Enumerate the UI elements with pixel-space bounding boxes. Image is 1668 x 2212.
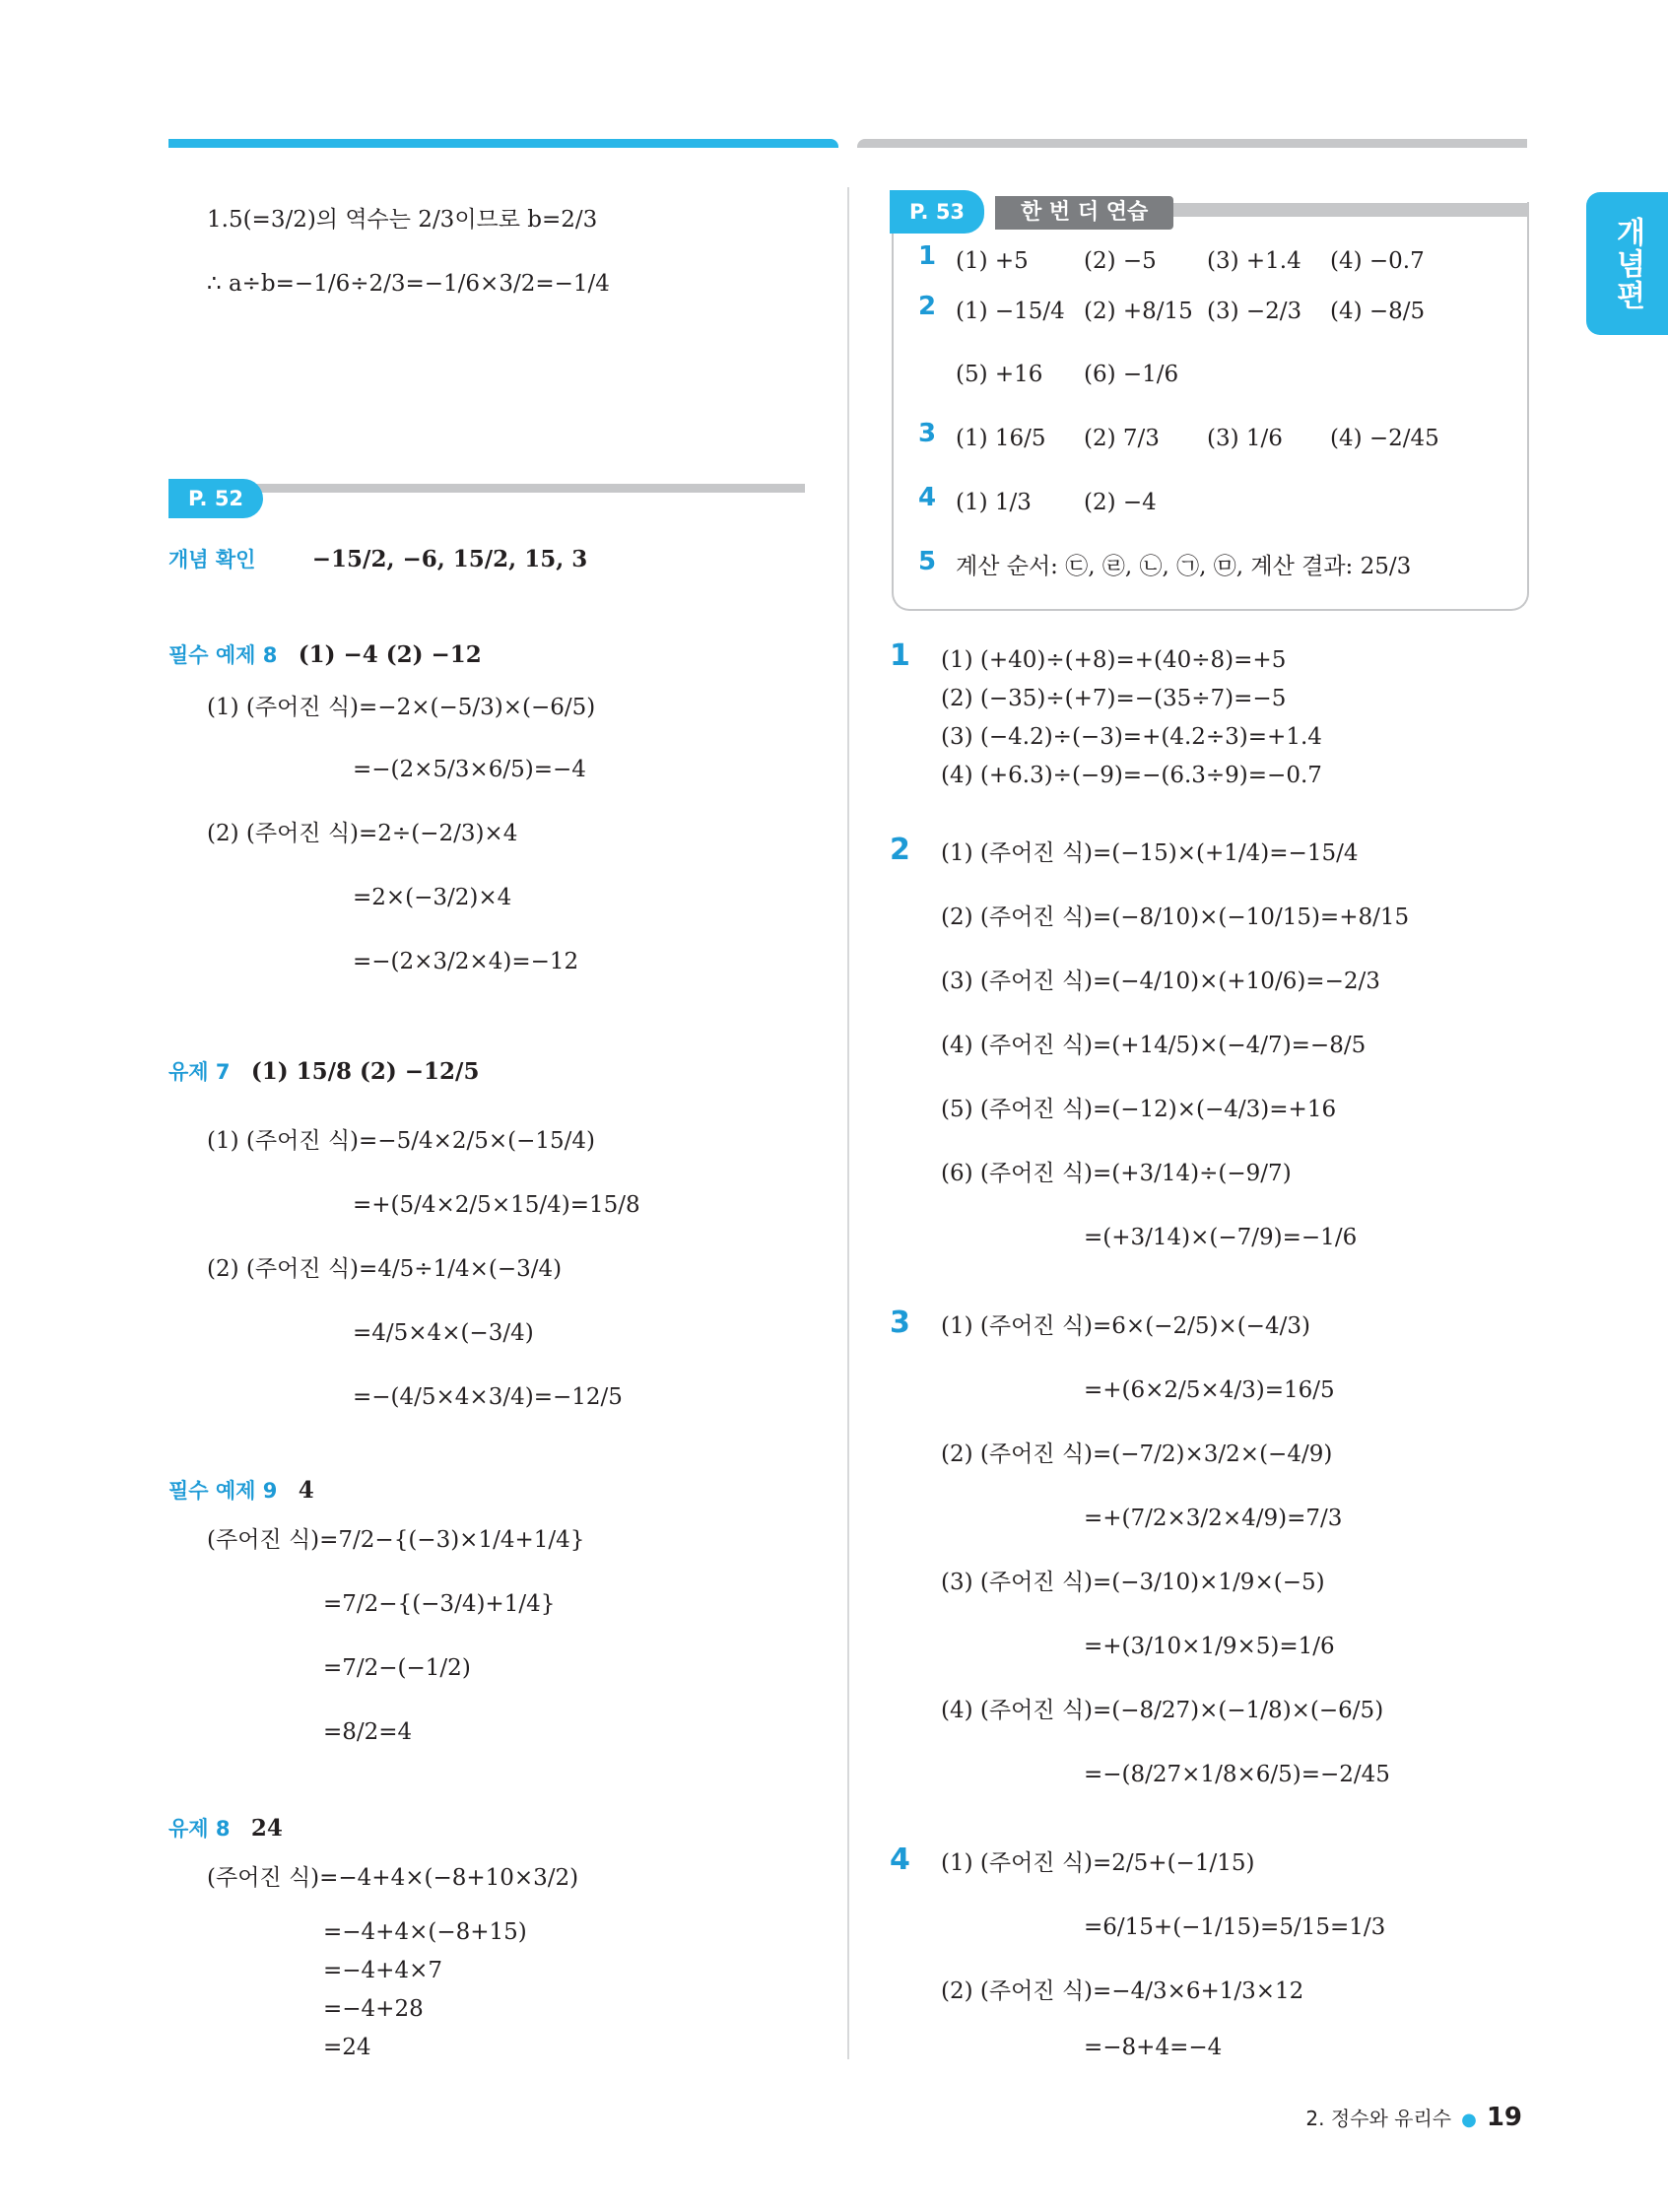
solution-line: =+(3/10×1/9×5)=1/6 (1084, 1634, 1335, 1659)
solution-line: (3) (주어진 식)=(−4/10)×(+10/6)=−2/3 (941, 969, 1380, 994)
q7-line-5: =−(4/5×4×3/4)=−12/5 (353, 1384, 623, 1410)
practice-row-num: 4 (918, 483, 937, 512)
solution-line: (4) (주어진 식)=(+14/5)×(−4/7)=−8/5 (941, 1033, 1367, 1058)
practice-item: (2) −4 (1084, 490, 1157, 515)
q8-answer: 24 (250, 1815, 283, 1842)
left-top-line-2: ∴ a÷b=−1/6÷2/3=−1/6×3/2=−1/4 (207, 271, 610, 297)
ex8-line-3: (2) (주어진 식)=2÷(−2/3)×4 (207, 821, 518, 846)
solution-num: 3 (890, 1306, 910, 1340)
q7-label: 유제 7 (168, 1060, 231, 1084)
ex9-line-3: =7/2−(−1/2) (323, 1655, 471, 1681)
solution-line: (1) (주어진 식)=2/5+(−1/15) (941, 1850, 1255, 1876)
solution-line: (1) (+40)÷(+8)=+(40÷8)=+5 (941, 647, 1287, 673)
q7-answer: (1) 15/8 (2) −12/5 (250, 1058, 480, 1085)
solution-line: (3) (주어진 식)=(−3/10)×1/9×(−5) (941, 1570, 1325, 1595)
practice-item: (2) +8/15 (1084, 299, 1193, 324)
practice-item: (3) −2/3 (1207, 299, 1302, 324)
solution-line: (6) (주어진 식)=(+3/14)÷(−9/7) (941, 1161, 1292, 1186)
practice-item: (4) −8/5 (1330, 299, 1426, 324)
solution-num: 1 (890, 638, 910, 673)
q8-label: 유제 8 (168, 1817, 231, 1841)
practice-row-num: 5 (918, 547, 937, 576)
practice-item: 계산 순서: ㉢, ㉣, ㉡, ㉠, ㉤, 계산 결과: 25/3 (956, 554, 1412, 579)
q7-line-3: (2) (주어진 식)=4/5÷1/4×(−3/4) (207, 1256, 563, 1282)
solution-line: (1) (주어진 식)=(−15)×(+1/4)=−15/4 (941, 840, 1359, 866)
solution-num: 4 (890, 1843, 910, 1877)
q8-line-1: (주어진 식)=−4+4×(−8+10×3/2) (207, 1865, 579, 1891)
ex8-label: 필수 예제 8 (168, 643, 278, 667)
ex9-line-4: =8/2=4 (323, 1719, 413, 1745)
ex8-line-5: =−(2×3/2×4)=−12 (353, 949, 579, 974)
solution-line: (5) (주어진 식)=(−12)×(−4/3)=+16 (941, 1097, 1337, 1122)
page-number: 19 (1486, 2103, 1522, 2132)
p53-badge: P. 53 (890, 190, 984, 234)
q8-line-3: =−4+4×7 (323, 1958, 442, 1983)
side-tab: 개념편 (1586, 192, 1668, 335)
bullet-icon: ● (1461, 2110, 1477, 2130)
ex8-line-1: (1) (주어진 식)=−2×(−5/3)×(−6/5) (207, 695, 596, 720)
practice-row-num: 3 (918, 419, 937, 448)
q8-line-2: =−4+4×(−8+15) (323, 1919, 527, 1945)
practice-item: (1) 1/3 (956, 490, 1032, 515)
ex9-line-1: (주어진 식)=7/2−{(−3)×1/4+1/4} (207, 1527, 585, 1553)
solution-line: (4) (+6.3)÷(−9)=−(6.3÷9)=−0.7 (941, 763, 1322, 788)
ex8-line-4: =2×(−3/2)×4 (353, 885, 512, 910)
p52-rule (236, 484, 805, 493)
solution-line: =+(7/2×3/2×4/9)=7/3 (1084, 1506, 1343, 1531)
practice-item: (2) −5 (1084, 248, 1157, 274)
column-divider (847, 187, 849, 2059)
q7-line-2: =+(5/4×2/5×15/4)=15/8 (353, 1192, 640, 1218)
q8-line-5: =24 (323, 2035, 371, 2060)
solution-num: 2 (890, 833, 910, 867)
ex8-answer: (1) −4 (2) −12 (298, 641, 482, 668)
ex9-line-2: =7/2−{(−3/4)+1/4} (323, 1591, 556, 1617)
solution-line: (2) (−35)÷(+7)=−(35÷7)=−5 (941, 686, 1287, 711)
solution-line: (2) (주어진 식)=(−8/10)×(−10/15)=+8/15 (941, 905, 1410, 930)
practice-item: (2) 7/3 (1084, 426, 1160, 451)
solution-line: =(+3/14)×(−7/9)=−1/6 (1084, 1225, 1358, 1250)
solution-line: =−(8/27×1/8×6/5)=−2/45 (1084, 1762, 1390, 1787)
practice-title: 한 번 더 연습 (995, 196, 1173, 230)
solution-line: (4) (주어진 식)=(−8/27)×(−1/8)×(−6/5) (941, 1698, 1384, 1723)
solution-line: (2) (주어진 식)=−4/3×6+1/3×12 (941, 1978, 1304, 2004)
practice-item: (1) −15/4 (956, 299, 1065, 324)
practice-row-num: 2 (918, 292, 937, 321)
concept-check-answer: −15/2, −6, 15/2, 15, 3 (311, 546, 588, 572)
practice-item: (4) −2/45 (1330, 426, 1439, 451)
practice-item: (3) +1.4 (1207, 248, 1301, 274)
practice-item: (3) 1/6 (1207, 426, 1283, 451)
solution-line: =−8+4=−4 (1084, 2035, 1223, 2060)
ex8-line-2: =−(2×5/3×6/5)=−4 (353, 757, 586, 782)
q7-line-1: (1) (주어진 식)=−5/4×2/5×(−15/4) (207, 1128, 596, 1154)
practice-row-num: 1 (918, 241, 937, 271)
practice-item: (1) 16/5 (956, 426, 1046, 451)
solution-line: (1) (주어진 식)=6×(−2/5)×(−4/3) (941, 1313, 1310, 1339)
solution-line: (3) (−4.2)÷(−3)=+(4.2÷3)=+1.4 (941, 724, 1322, 750)
p52-badge: P. 52 (168, 479, 263, 518)
practice-item: (1) +5 (956, 248, 1029, 274)
practice-item: (4) −0.7 (1330, 248, 1425, 274)
solution-line: (2) (주어진 식)=(−7/2)×3/2×(−4/9) (941, 1441, 1333, 1467)
practice-item: (6) −1/6 (1084, 362, 1179, 387)
page-footer (1305, 2103, 1522, 2132)
top-rule-left (168, 139, 838, 148)
ex9-answer: 4 (298, 1477, 314, 1504)
q8-line-4: =−4+28 (323, 1996, 424, 2022)
solution-line: =+(6×2/5×4/3)=16/5 (1084, 1377, 1335, 1403)
solution-line: =6/15+(−1/15)=5/15=1/3 (1084, 1914, 1386, 1940)
footer-chapter: 2. 정수와 유리수 (1305, 2107, 1452, 2130)
practice-item: (5) +16 (956, 362, 1043, 387)
left-top-line-1: 1.5(=3/2)의 역수는 2/3이므로 b=2/3 (207, 207, 598, 233)
top-rule-right (857, 139, 1527, 148)
ex9-label: 필수 예제 9 (168, 1479, 278, 1503)
q7-line-4: =4/5×4×(−3/4) (353, 1320, 534, 1346)
concept-check-label: 개념 확인 (168, 548, 256, 571)
